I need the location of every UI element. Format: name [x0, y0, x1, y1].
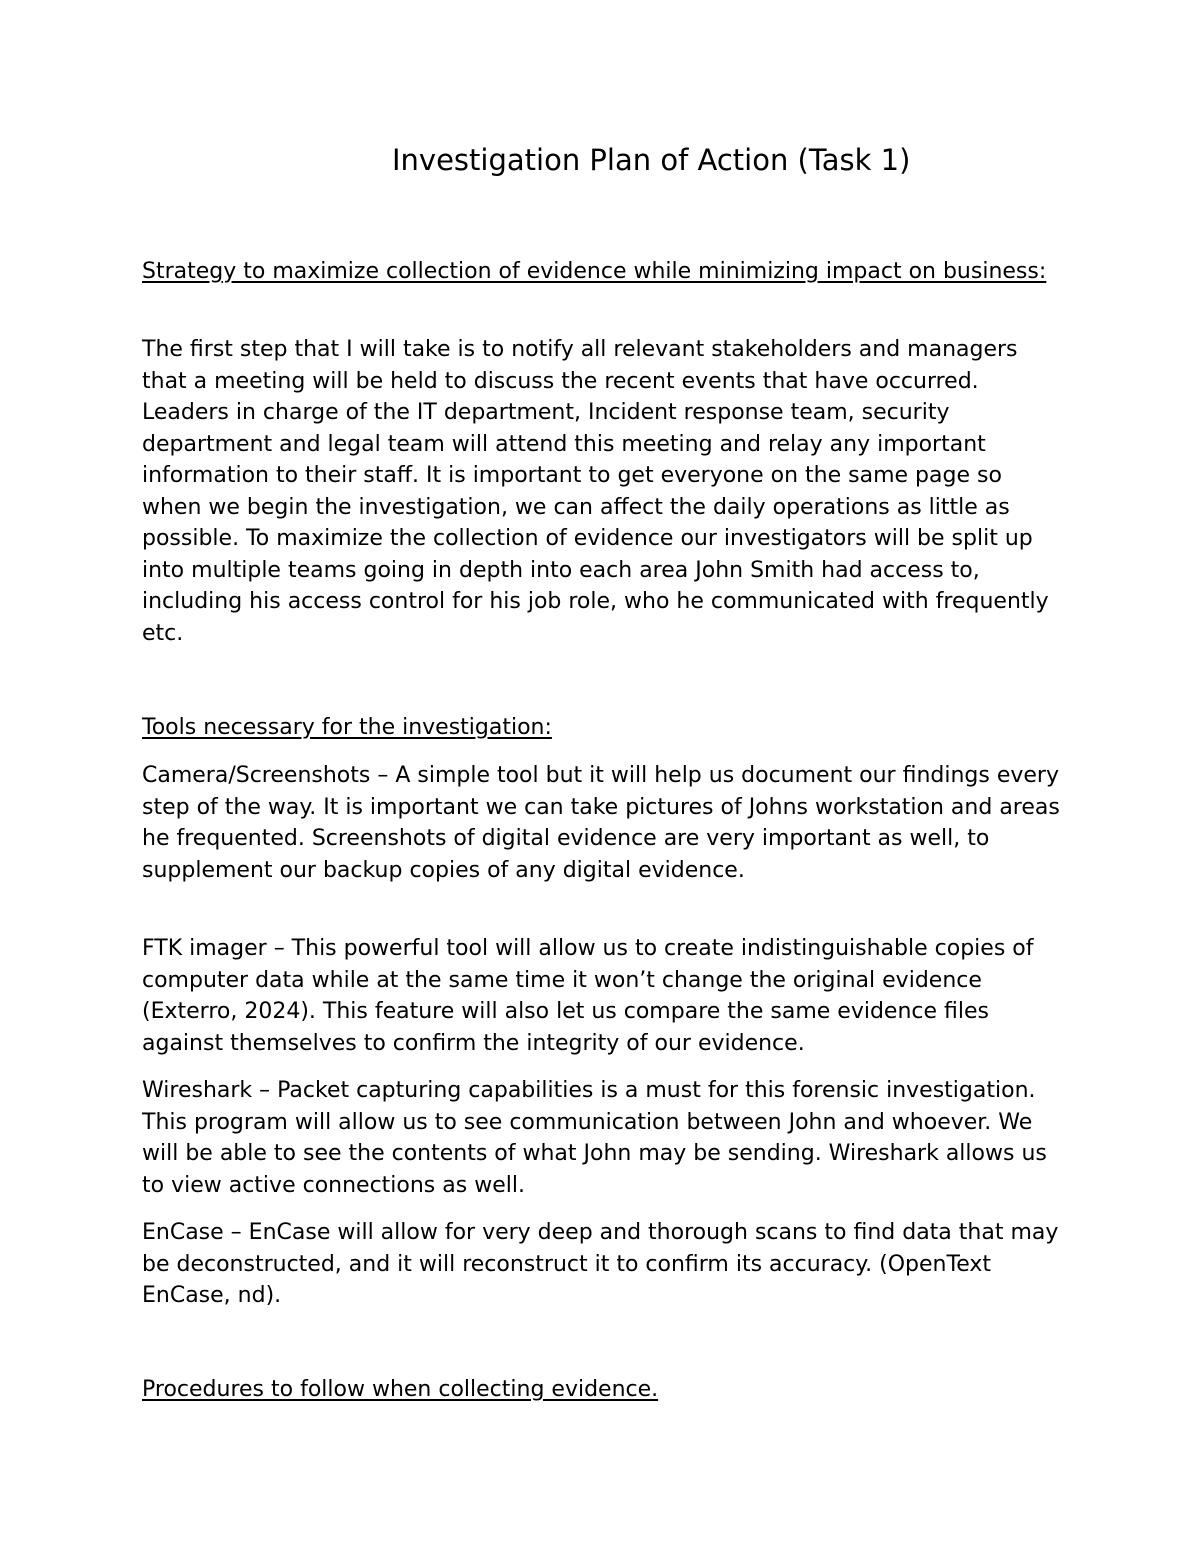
document-title: Investigation Plan of Action (Task 1) [392, 143, 911, 177]
paragraph-tool-camera: Camera/Screenshots – A simple tool but it will help us document our findings every step of the way. It is important we can take pictures of Johns workstation and areas he frequented. Screenshots of digital evidence are very important as well, to supplement our backup copies of any digital evidence. [142, 763, 1060, 883]
section-heading-procedures: Procedures to follow when collecting evidence. [142, 1377, 659, 1402]
paragraph-tool-wireshark: Wireshark – Packet capturing capabilities is a must for this forensic investigation. This program will allow us to see communication between John and whoever. We will be able to see the contents of what John may be sending. Wireshark allows us to view active connections as well. [142, 1078, 1047, 1198]
paragraph-tool-ftk: FTK imager – This powerful tool will allow us to create indistinguishable copies of computer data while at the same time it won’t change the original evidence (Exterro, 2024). This feature will also let us compare the same evidence files against themselves to confirm the integrity of our evidence. [142, 936, 1034, 1056]
section-heading-tools: Tools necessary for the investigation: [142, 715, 552, 740]
paragraph-tool-encase: EnCase – EnCase will allow for very deep and thorough scans to find data that may be deconstructed, and it will reconstruct it to confirm its accuracy. (OpenText EnCase, nd). [142, 1220, 1059, 1308]
paragraph-strategy: The first step that I will take is to notify all relevant stakeholders and managers that a meeting will be held to discuss the recent events that have occurred. Leaders in charge of the IT department, Incident response team, security department and legal team will attend this meeting and relay any important information to their staff. It is important to get everyone on the same page so when we begin the investigation, we can affect the daily operations as little as possible. To maximize the collection of evidence our investigators will be split up into multiple teams going in depth into each area John Smith had access to, including his access control for his job role, who he communicated with frequently etc. [142, 337, 1049, 646]
section-heading-strategy: Strategy to maximize collection of evidence while minimizing impact on business: [142, 259, 1047, 284]
